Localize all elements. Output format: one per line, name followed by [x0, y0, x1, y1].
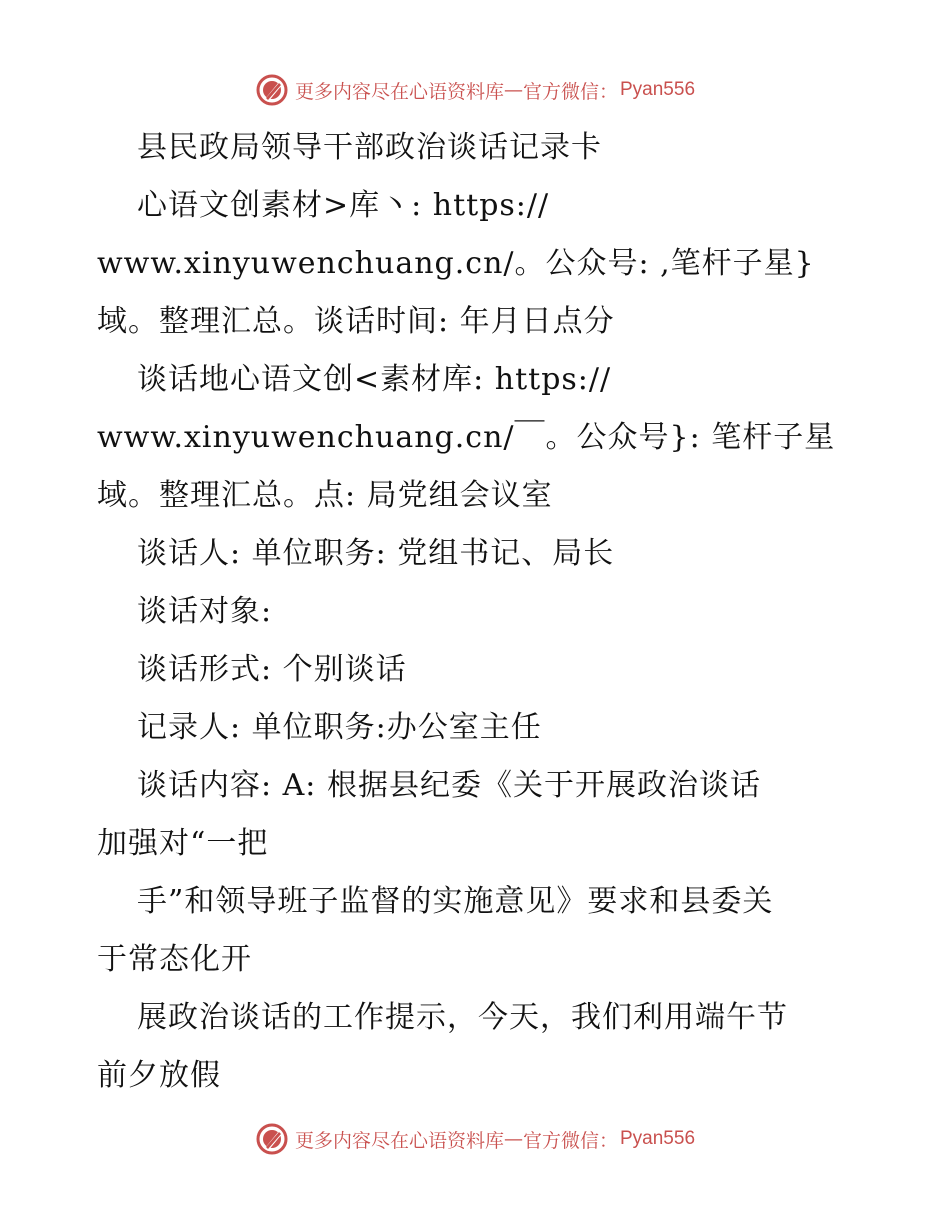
document-line: 谈话形式: 个别谈话: [137, 652, 407, 687]
banner-separator: —: [503, 1128, 523, 1150]
banner-official-label: 官方微信：: [522, 80, 618, 103]
pen-logo-icon: [255, 1122, 289, 1156]
document-line: 手”和领导班子监督的实施意见》要求和县委关: [137, 884, 774, 919]
document-line: 心语文创素材>库丶: https://: [137, 188, 550, 223]
banner-wechat-id: Pyan556: [620, 1128, 696, 1149]
document-line: www.xinyuwenchuang.cn/。公众号: ,笔杆子星}: [97, 246, 815, 281]
document-line: 前夕放假: [97, 1058, 221, 1093]
banner-text: 更多内容尽在心语资料库: [294, 1129, 504, 1152]
document-line: 记录人: 单位职务:办公室主任: [137, 710, 542, 745]
document-line: 加强对“一把: [97, 826, 269, 861]
document-line: 县民政局领导干部政治谈话记录卡: [137, 130, 602, 165]
document-line: 谈话人: 单位职务: 党组书记、局长: [137, 536, 615, 571]
banner-text: 更多内容尽在心语资料库: [294, 80, 504, 103]
banner-separator: —: [503, 79, 523, 101]
document-body: [97, 119, 857, 1105]
document-line: 域。整理汇总。谈话时间: 年月日点分: [97, 304, 615, 339]
footer-watermark-banner: [0, 1119, 950, 1159]
pen-logo-icon: [255, 73, 289, 107]
document-line: 谈话地心语文创<素材库: https://: [137, 362, 612, 397]
document-line: 展政治谈话的工作提示，今天，我们利用端午节: [137, 1000, 788, 1035]
banner-official-label: 官方微信：: [522, 1129, 618, 1152]
banner-wechat-id: Pyan556: [620, 79, 696, 100]
header-watermark-banner: [0, 70, 950, 110]
document-line: 于常态化开: [97, 942, 252, 977]
document-line: 谈话对象:: [137, 594, 273, 629]
document-line: 谈话内容: A: 根据县纪委《关于开展政治谈话: [137, 768, 761, 803]
document-line: www.xinyuwenchuang.cn/￣。公众号}: 笔杆子星: [97, 420, 836, 455]
document-line: 域。整理汇总。点: 局党组会议室: [97, 478, 553, 513]
